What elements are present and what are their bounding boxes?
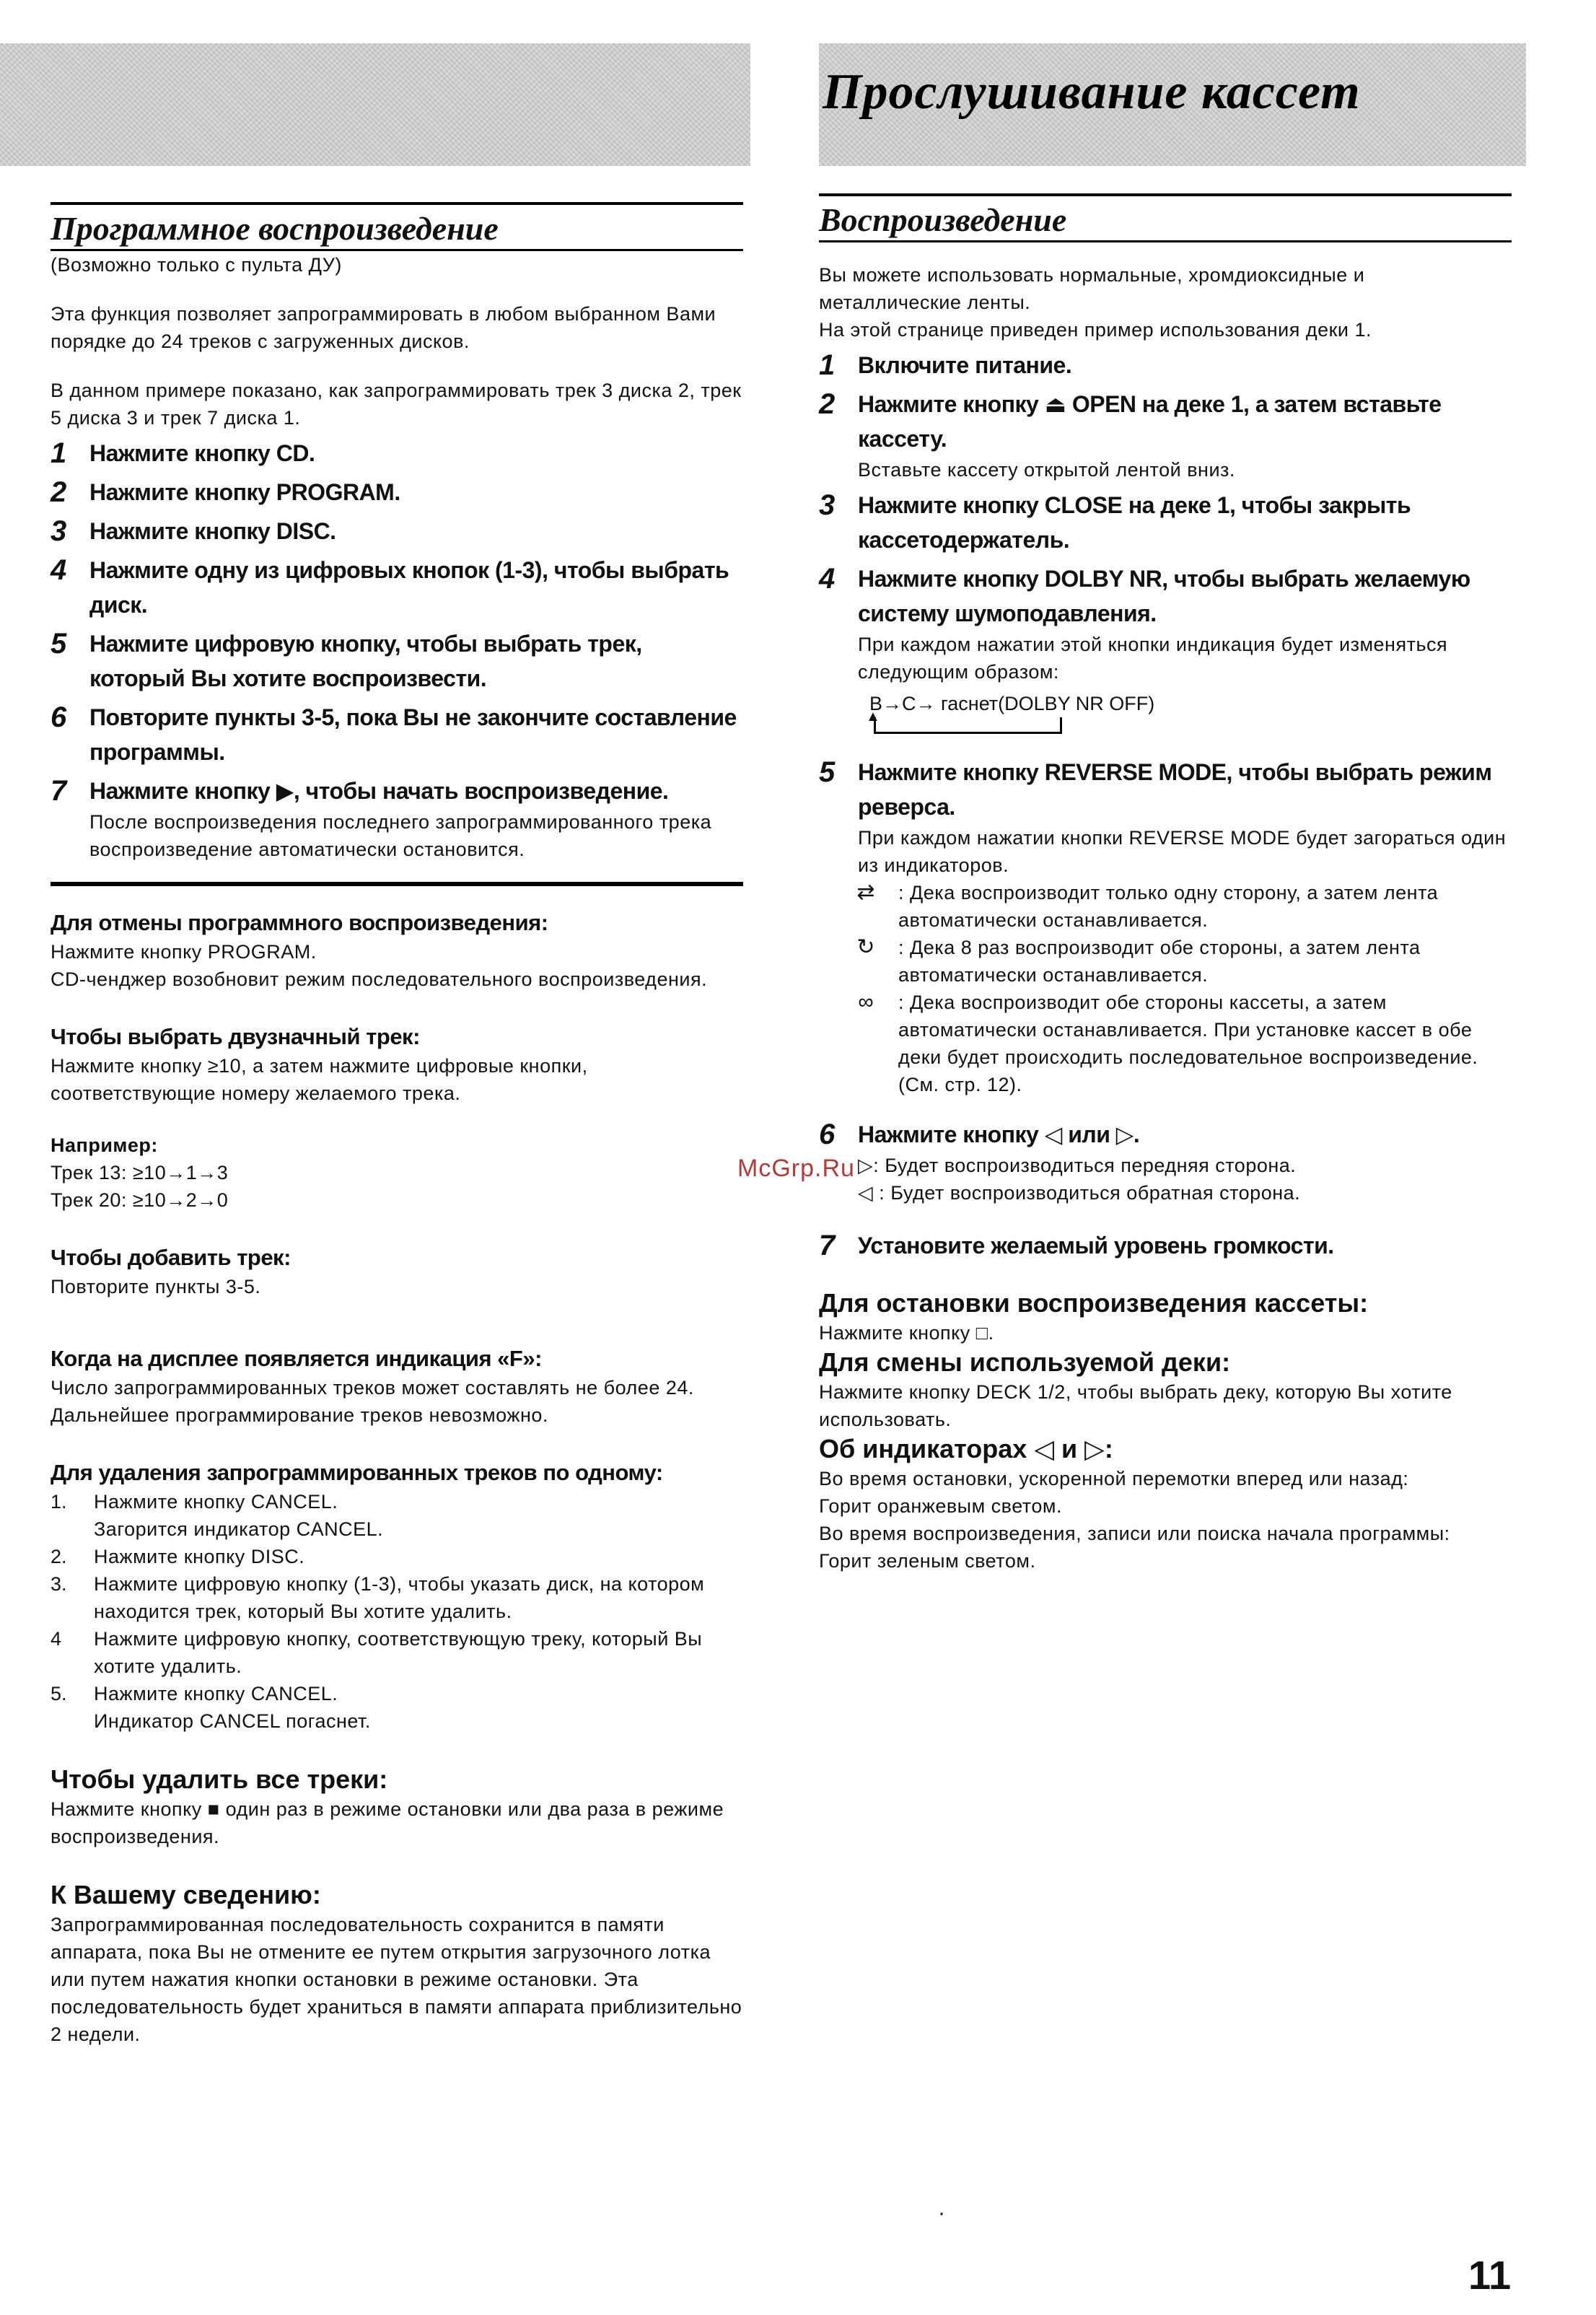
cancel-line: Нажмите кнопку PROGRAM.	[51, 941, 317, 963]
step-text: Включите питание.	[858, 352, 1072, 378]
list-text-sub: Индикатор CANCEL погаснет.	[94, 1710, 371, 1732]
step-item	[51, 626, 743, 696]
stop-text: Нажмите кнопку □.	[819, 1322, 994, 1344]
list-number: 3.	[51, 1573, 67, 1595]
stop-heading: Для остановки воспроизведения кассеты:	[819, 1288, 1369, 1318]
f-text: Число запрограммированных треков может составлять не более 24. Дальнейшее программирование треков невозможно.	[51, 1377, 694, 1426]
about-line: Во время остановки, ускоренной перемотки вперед или назад:	[819, 1468, 1409, 1489]
list-number: 4	[51, 1628, 62, 1650]
list-number: 1.	[51, 1491, 67, 1513]
right-column	[819, 193, 1512, 1575]
add-heading: Чтобы добавить трек:	[51, 1245, 291, 1270]
step-text: Нажмите кнопку DISC.	[89, 518, 336, 544]
speck: ·	[938, 2201, 945, 2225]
step-item	[819, 755, 1512, 879]
step-item	[819, 1117, 1512, 1207]
step-text: Нажмите кнопку REVERSE MODE, чтобы выбрать режим реверса.	[858, 759, 1492, 820]
step-number: 5	[51, 628, 67, 660]
indicator-text: : Дека 8 раз воспроизводит обе стороны, а затем лента автоматически останавливается.	[898, 937, 1421, 986]
step-item	[51, 436, 743, 471]
about-line: Горит оранжевым светом.	[819, 1495, 1062, 1517]
list-text-sub: Загорится индикатор CANCEL.	[94, 1518, 384, 1540]
deck-text: Нажмите кнопку DECK 1/2, чтобы выбрать деку, которую Вы хотите использовать.	[819, 1381, 1452, 1430]
intro-text: Вы можете использовать нормальные, хромдиоксидные и металлические ленты.	[819, 264, 1365, 313]
step-text: Нажмите кнопку DOLBY NR, чтобы выбрать желаемую систему шумоподавления.	[858, 566, 1470, 626]
indicator-row	[833, 989, 1512, 1098]
relay-icon: ∞	[858, 990, 874, 1014]
list-text: Нажмите цифровую кнопку (1-3), чтобы указать диск, на котором находится трек, который Вы хотите удалить.	[94, 1573, 705, 1622]
step-item	[819, 387, 1512, 483]
list-item	[51, 1680, 743, 1735]
step-text: Нажмите кнопку CLOSE на деке 1, чтобы закрыть кассетодержатель.	[858, 492, 1411, 553]
one-side-icon: ⇄	[856, 880, 875, 904]
watermark: McGrp.Ru	[737, 1155, 855, 1182]
list-text: Нажмите кнопку CANCEL.	[94, 1491, 338, 1513]
delete-one-heading: Для удаления запрограммированных треков по одному:	[51, 1460, 663, 1485]
step-note: ▷: Будет воспроизводиться передняя сторона.	[858, 1155, 1297, 1176]
list-text: Нажмите цифровую кнопку, соответствующую треку, который Вы хотите удалить.	[94, 1628, 703, 1677]
divider	[51, 882, 743, 886]
step-text: Нажмите кнопку ◁ или ▷.	[858, 1121, 1140, 1147]
indicator-row	[833, 934, 1512, 989]
dolby-cycle-diagram	[866, 690, 1512, 740]
example-line: Трек 13: ≥10→1→3	[51, 1162, 229, 1183]
about-heading: Об индикаторах ◁ и ▷:	[819, 1434, 1113, 1463]
delete-all-heading: Чтобы удалить все треки:	[51, 1764, 388, 1794]
list-item	[51, 1488, 743, 1543]
step-number: 6	[819, 1119, 836, 1150]
step-item	[819, 1228, 1512, 1263]
f-heading: Когда на дисплее появляется индикация «F»:	[51, 1346, 542, 1371]
left-column	[51, 202, 743, 2048]
page-number: 11	[1468, 2252, 1512, 2298]
step-note: ◁ : Будет воспроизводиться обратная сторона.	[858, 1182, 1301, 1204]
step-note: При каждом нажатии этой кнопки индикация будет изменяться следующим образом:	[858, 634, 1448, 683]
subtitle: (Возможно только с пульта ДУ)	[51, 254, 342, 276]
list-item	[51, 1543, 743, 1570]
step-text: Нажмите цифровую кнопку, чтобы выбрать трек, который Вы хотите воспроизвести.	[89, 631, 642, 691]
info-text: Запрограммированная последовательность сохранится в памяти аппарата, пока Вы не отмените ее путем открытия загрузочного лотка или путем нажатия кнопки остановки в режиме остановки. Эта последовательность будет храниться в памяти аппарата приблизительно 2 недели.	[51, 1914, 742, 2045]
up-arrow-icon: ▲	[866, 709, 880, 725]
step-text: Нажмите кнопку ▶, чтобы начать воспроизведение.	[89, 778, 669, 804]
playback-steps	[819, 348, 1512, 686]
section-title-playback: Воспроизведение	[819, 193, 1512, 242]
step-item	[51, 774, 743, 863]
step-number: 4	[51, 554, 67, 586]
intro-text: Эта функция позволяет запрограммировать в любом выбранном Вами порядке до 24 треков с загруженных дисков.	[51, 303, 716, 352]
indicator-text: : Дека воспроизводит обе стороны кассеты, а затем автоматически останавливается. При установке кассет в обе деки будет происходить последовательное воспроизведение. (См. стр. 12).	[898, 992, 1478, 1095]
step-number: 4	[819, 563, 836, 595]
step-number: 5	[819, 756, 836, 788]
step-text: Нажмите одну из цифровых кнопок (1-3), чтобы выбрать диск.	[89, 557, 729, 618]
delete-list	[51, 1488, 743, 1735]
reverse-indicators	[833, 879, 1512, 1098]
step-number: 7	[51, 775, 67, 807]
intro-text: На этой странице приведен пример использования деки 1.	[819, 319, 1372, 341]
delete-all-text: Нажмите кнопку ■ один раз в режиме остановки или два раза в режиме воспроизведения.	[51, 1798, 724, 1847]
step-item	[51, 475, 743, 509]
program-steps	[51, 436, 743, 863]
info-heading: К Вашему сведению:	[51, 1880, 321, 1909]
example-line: Трек 20: ≥10→2→0	[51, 1189, 229, 1211]
example-heading: Например:	[51, 1134, 158, 1156]
both-sides-icon: ↻	[856, 935, 875, 959]
list-item	[51, 1570, 743, 1625]
step-item	[819, 348, 1512, 382]
step-item	[51, 700, 743, 769]
add-text: Повторите пункты 3-5.	[51, 1276, 261, 1297]
step-text: Нажмите кнопку ⏏ OPEN на деке 1, а затем вставьте кассету.	[858, 391, 1442, 452]
page-title: Прослушивание кассет	[823, 64, 1361, 120]
about-line: Во время воспроизведения, записи или поиска начала программы:	[819, 1523, 1450, 1544]
step-number: 1	[819, 349, 836, 381]
step-note: При каждом нажатии кнопки REVERSE MODE будет загораться один из индикаторов.	[858, 827, 1507, 876]
step-text: Повторите пункты 3-5, пока Вы не закончите составление программы.	[89, 704, 737, 765]
step-text: Нажмите кнопку PROGRAM.	[89, 479, 400, 505]
twodigit-heading: Чтобы выбрать двузначный трек:	[51, 1024, 420, 1049]
step-item	[51, 514, 743, 548]
step-item	[51, 553, 743, 622]
section-title-program: Программное воспроизведение	[51, 202, 743, 251]
cancel-heading: Для отмены программного воспроизведения:	[51, 910, 548, 935]
list-text: Нажмите кнопку CANCEL.	[94, 1683, 338, 1704]
step-number: 6	[51, 701, 67, 733]
loop-arrow	[874, 717, 1062, 734]
list-item	[51, 1625, 743, 1680]
step-number: 3	[819, 489, 836, 521]
step-number: 2	[819, 388, 836, 420]
about-line: Горит зеленым светом.	[819, 1550, 1036, 1572]
indicator-text: : Дека воспроизводит только одну сторону, а затем лента автоматически останавливается.	[898, 882, 1439, 931]
step-number: 1	[51, 437, 67, 469]
twodigit-text: Нажмите кнопку ≥10, а затем нажмите цифровые кнопки, соответствующие номеру желаемого трека.	[51, 1055, 588, 1104]
deck-heading: Для смены используемой деки:	[819, 1347, 1231, 1377]
cancel-line: CD-ченджер возобновит режим последовательного воспроизведения.	[51, 968, 708, 990]
example-text: В данном примере показано, как запрограммировать трек 3 диска 2, трек 5 диска 3 и трек 7 диска 1.	[51, 380, 742, 429]
step-item	[819, 488, 1512, 557]
header-band-left	[0, 43, 750, 166]
step-note: Вставьте кассету открытой лентой вниз.	[858, 459, 1235, 481]
step-number: 7	[819, 1230, 836, 1261]
indicator-row	[833, 879, 1512, 934]
step-text: Установите желаемый уровень громкости.	[858, 1233, 1334, 1259]
dolby-flow-text: B→C→ гаснет(DOLBY NR OFF)	[869, 693, 1155, 714]
list-text: Нажмите кнопку DISC.	[94, 1546, 305, 1567]
step-number: 2	[51, 476, 67, 508]
list-number: 5.	[51, 1683, 67, 1704]
step-note: После воспроизведения последнего запрограммированного трека воспроизведение автоматически остановится.	[89, 811, 712, 860]
step-item	[819, 561, 1512, 686]
list-number: 2.	[51, 1546, 67, 1567]
step-number: 3	[51, 515, 67, 547]
step-text: Нажмите кнопку CD.	[89, 440, 315, 466]
